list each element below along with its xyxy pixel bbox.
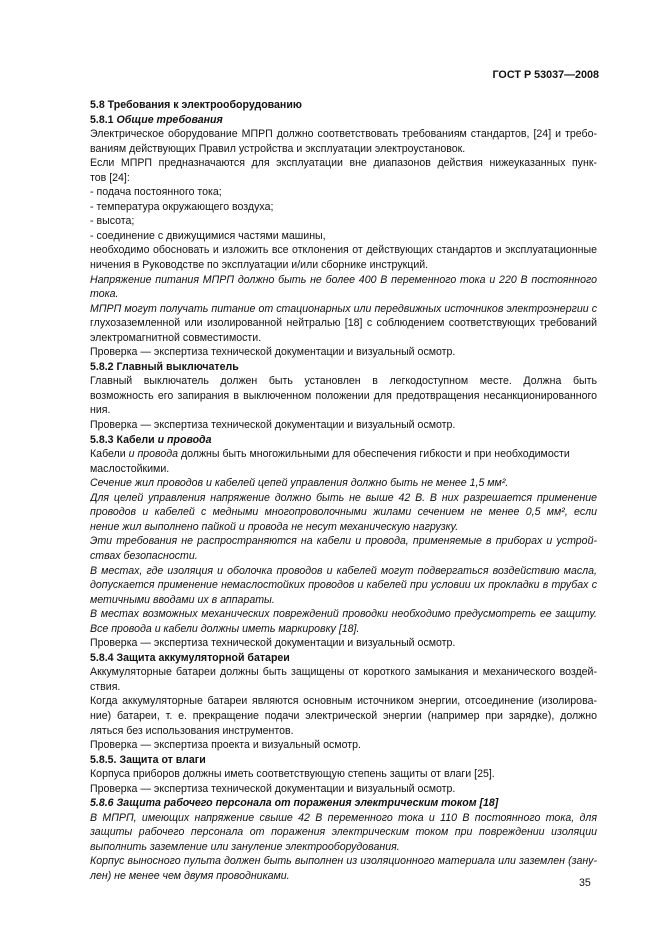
verification-line: Проверка — экспертиза технической документации и визуальный осмотр.: [90, 782, 456, 795]
subsection-heading: 5.8.1 Общие требования: [90, 113, 223, 126]
paragraph-line: Сечение жил проводов и кабелей цепей управления должно быть не менее 1,5 мм².: [90, 477, 509, 490]
paragraph-line: ваниям действующих Правил устройства и эксплуатации электроустановок.: [90, 142, 466, 155]
paragraph-line: Когда аккумуляторные батареи являются основным источником энергии, отсоединение (изолирова-: [90, 695, 597, 708]
paragraph-line: Аккумуляторные батареи должны быть защищены от короткого замыкания и механического воздей-: [90, 666, 597, 679]
verification-line: Проверка — экспертиза проекта и визуальный осмотр.: [90, 739, 361, 752]
list-item: - высота;: [90, 215, 135, 228]
paragraph-line: МПРП могут получать питание от стационарных или передвижных источников электроэнергии с: [90, 302, 597, 315]
paragraph-line: Эти требования не распространяются на кабели и провода, применяемые в приборах и устрой-: [90, 535, 597, 548]
paragraph-line: В МПРП, имеющих напряжение свыше 42 В переменного тока и 110 В постоянного тока, для: [90, 811, 597, 824]
subsection-heading: 5.8.5. Защита от влаги: [90, 753, 206, 766]
paragraph-line: лен) не менее чем двумя проводниками.: [90, 869, 290, 882]
paragraph-line: ничения в Руководстве по эксплуатации и/или сборнике инструкций.: [90, 259, 429, 272]
paragraph-line: глухозаземленной или изолированной нейтралью [18] с соблюдением соответствующих требований: [90, 317, 597, 330]
document-body: [90, 98, 597, 884]
paragraph-line: Корпус выносного пульта должен быть выполнен из изоляционного материала или заземлен (зану-: [90, 855, 597, 868]
paragraph-line: Корпуса приборов должны иметь соответствующую степень защиты от влаги [25].: [90, 768, 495, 781]
verification-line: Проверка — экспертиза технической документации и визуальный осмотр.: [90, 346, 456, 359]
paragraph-line: Электрическое оборудование МПРП должно соответствовать требованиям стандартов, [24] и требо-: [90, 128, 597, 141]
paragraph-line: Кабели и провода должны быть многожильными для обеспечения гибкости и при необходимости: [90, 448, 570, 461]
paragraph-line: ляться без использования инструментов.: [90, 724, 294, 737]
paragraph-line: проводов и кабелей с медными многопроволочными жилами сечением не менее 0,5 мм², если: [90, 506, 597, 519]
section-heading: 5.8 Требования к электрооборудованию: [90, 99, 302, 111]
standard-designation: ГОСТ Р 53037—2008: [492, 69, 599, 81]
paragraph-line: ствия.: [90, 680, 121, 693]
page-number: 35: [579, 877, 591, 889]
verification-line: Проверка — экспертиза технической документации и визуальный осмотр.: [90, 637, 456, 650]
paragraph-line: выполнить заземление или зануление электрооборудования.: [90, 840, 400, 853]
paragraph-line: допускается применение немаслостойких проводов и кабелей при условии их прокладки в трубах с: [90, 579, 597, 592]
paragraph-line: тока.: [90, 288, 119, 301]
paragraph-line: маслостойкими.: [90, 462, 170, 475]
list-item: - подача постоянного тока;: [90, 186, 222, 199]
paragraph-line: Главный выключатель должен быть установлен в легкодоступном месте. Должна быть: [90, 375, 597, 388]
subsection-heading: 5.8.4 Защита аккумуляторной батареи: [90, 651, 290, 664]
paragraph-line: ние) батареи, т. е. прекращение подачи электрической энергии (например при зарядке), должно: [90, 709, 597, 722]
paragraph-line: В местах возможных механических повреждений проводки необходимо предусмотреть ее защиту.: [90, 608, 597, 621]
verification-line: Проверка — экспертиза технической документации и визуальный осмотр.: [90, 419, 456, 432]
subsection-heading: 5.8.3 Кабели и провода: [90, 433, 212, 446]
paragraph-line: возможность его запирания в выключенном положении для предотвращения несанкционированного: [90, 389, 597, 402]
list-item: - температура окружающего воздуха;: [90, 200, 274, 213]
paragraph-line: нение жил выполнено пайкой и провода не несут механическую нагрузку.: [90, 520, 459, 533]
paragraph-line: защиты рабочего персонала от поражения электрическим током при повреждении изоляции: [90, 826, 597, 839]
paragraph-line: электромагнитной совместимости.: [90, 331, 262, 344]
paragraph-line: В местах, где изоляция и оболочка проводов и кабелей могут подвергаться воздействию масла,: [90, 564, 597, 577]
list-item: - соединение с движущимися частями машины,: [90, 229, 326, 242]
paragraph-line: ния.: [90, 404, 111, 417]
subsection-heading: 5.8.2 Главный выключатель: [90, 360, 239, 373]
subsection-heading: 5.8.6 Защита рабочего персонала от поражения электрическим током [18]: [90, 797, 499, 810]
paragraph-line: Для целей управления напряжение должно быть не выше 42 В. В них разрешается применение: [90, 491, 597, 504]
paragraph-line: метичными вводами их в аппараты.: [90, 593, 275, 606]
paragraph-line: Все провода и кабели должны иметь маркировку [18].: [90, 622, 360, 635]
paragraph-line: Напряжение питания МПРП должно быть не более 400 В переменного тока и 220 В постоянного: [90, 273, 597, 286]
paragraph-line: ствах безопасности.: [90, 549, 198, 562]
paragraph-line: тов [24]:: [90, 171, 130, 184]
paragraph-line: Если МПРП предназначаются для эксплуатации вне диапазонов действия нижеуказанных пунк-: [90, 157, 597, 170]
paragraph-line: необходимо обосновать и изложить все отклонения от действующих стандартов и эксплуатационные: [90, 244, 597, 257]
